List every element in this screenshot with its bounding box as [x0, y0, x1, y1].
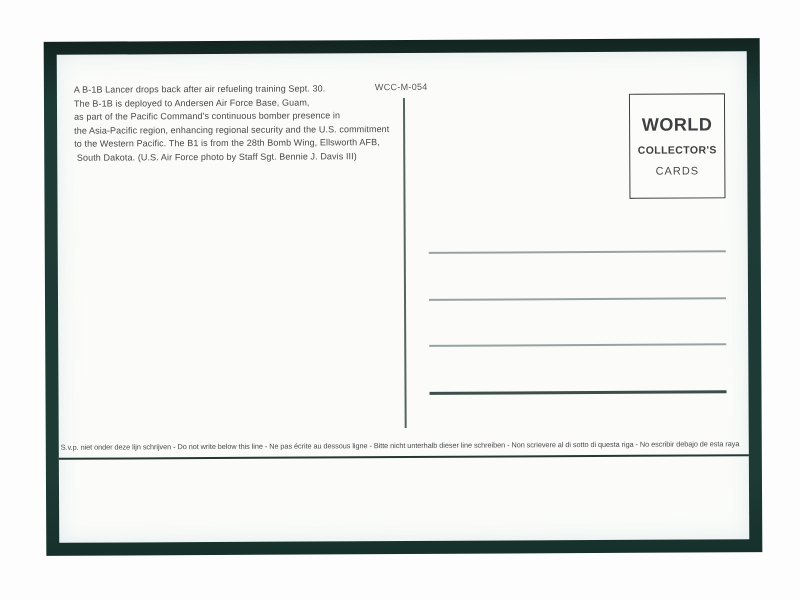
caption-line: A B-1B Lancer drops back after air refueling training Sept. 30.: [73, 83, 326, 95]
stamp-box-brand-cards: CARDS: [655, 165, 700, 178]
address-line-4: [429, 390, 726, 394]
postcard-border-frame: [44, 38, 763, 556]
address-line-3: [429, 343, 726, 346]
caption-line: to the Western Pacific. The B1 is from the 28th Bomb Wing, Ellsworth AFB,: [74, 137, 380, 150]
stamp-box-brand-world: WORLD: [641, 114, 713, 135]
address-line-2: [429, 297, 726, 300]
postcard-back: [57, 51, 750, 543]
photo-caption: [74, 82, 390, 165]
caption-line: The B-1B is deployed to Andersen Air Force Base, Guam,: [73, 97, 310, 109]
do-not-write-rule-line: [59, 454, 749, 460]
stamp-box: [629, 93, 726, 199]
caption-line: South Dakota. (U.S. Air Force photo by Staff Sgt. Bennie J. Davis III): [74, 151, 357, 163]
caption-line: the Asia-Pacific region, enhancing regional security and the U.S. commitment: [74, 123, 390, 136]
center-divider-line: [403, 98, 407, 428]
multilingual-do-not-write-notice: S.v.p. niet onder deze lijn schrijven - Do not write below this line - Ne pas écrite au dessous ligne - Bitte nicht unterhalb dieser line schreiben - Non scrievere al di sotto di questa riga - No escribir debajo de esta raya: [60, 439, 740, 452]
stamp-box-brand-collectors: COLLECTOR'S: [637, 144, 717, 157]
caption-line: as part of the Pacific Command's continuous bomber presence in: [74, 110, 341, 122]
catalog-code: WCC-M-054: [374, 81, 428, 93]
address-line-1: [429, 250, 726, 253]
